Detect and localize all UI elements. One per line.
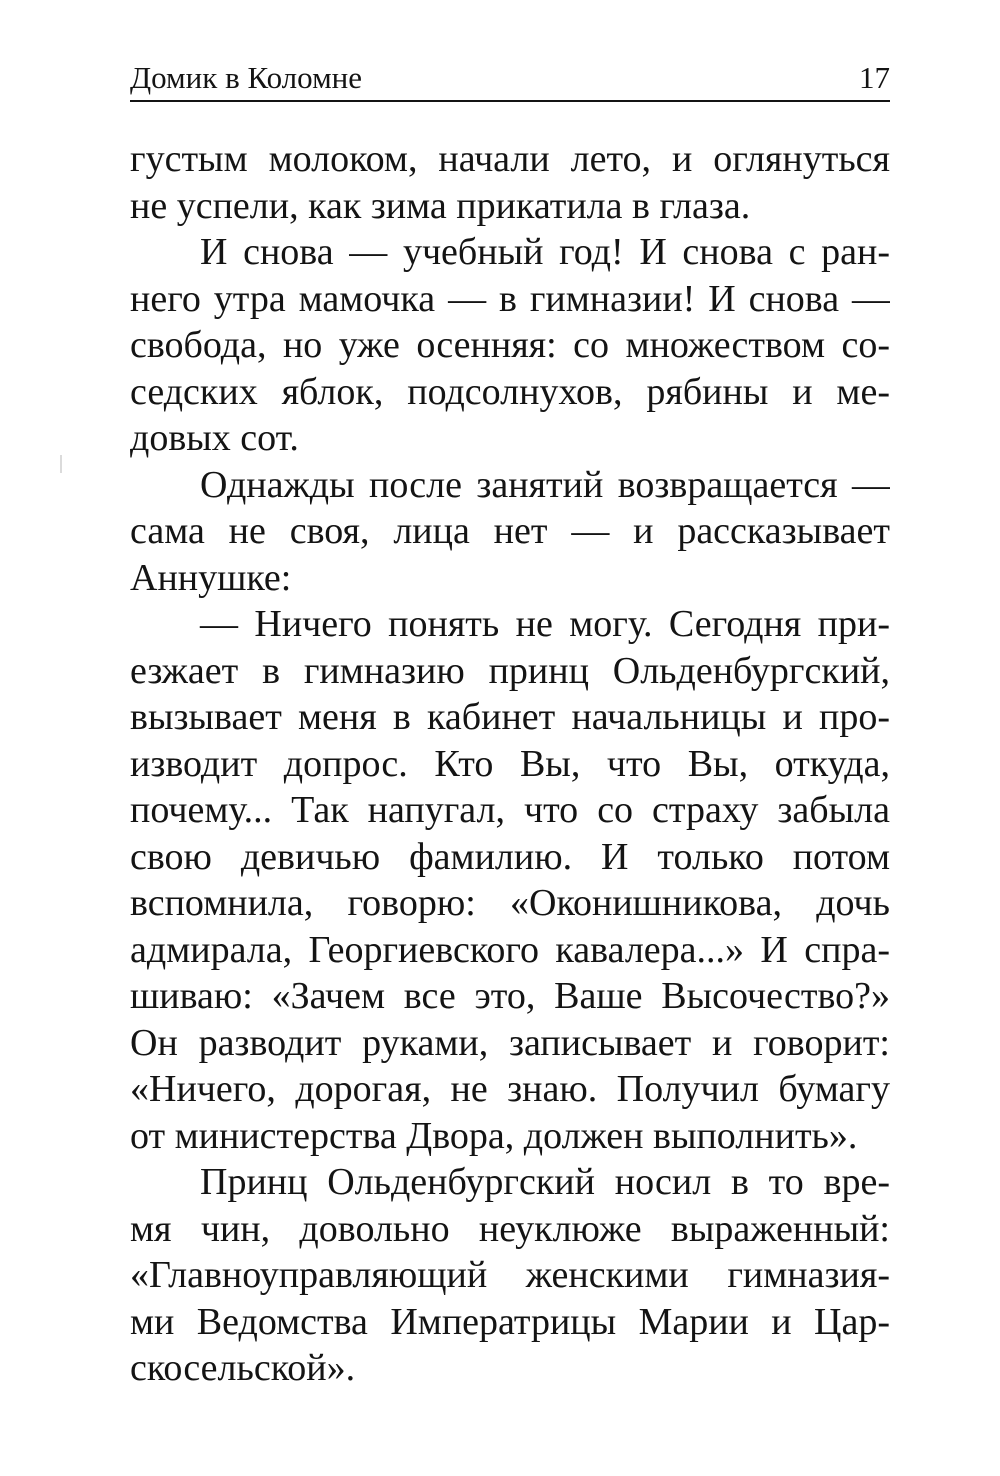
text-line: изводит допрос. Кто Вы, что Вы, откуда, bbox=[130, 742, 890, 785]
text-line: адмирала, Георгиевского кавалера...» И спра- bbox=[130, 928, 890, 971]
text-line: «Ничего, дорогая, не знаю. Получил бумагу bbox=[130, 1068, 890, 1110]
text-line: седских яблок, подсолнухов, рябины и ме- bbox=[130, 370, 890, 413]
text-line: езжает в гимназию принц Ольденбургский, bbox=[130, 649, 890, 692]
text-line: скосельской». bbox=[130, 1347, 356, 1389]
text-line: «Главноуправляющий женскими гимназия- bbox=[130, 1254, 890, 1296]
text-line: свою девичью фамилию. И только потом bbox=[130, 835, 890, 878]
running-title: Домик в Коломне bbox=[130, 60, 363, 95]
text-line: Принц Ольденбургский носил в то вре- bbox=[200, 1161, 890, 1203]
text-line: не успели, как зима прикатила в глаза. bbox=[130, 184, 751, 227]
running-header bbox=[130, 58, 890, 98]
text-line: довых сот. bbox=[130, 417, 299, 459]
text-line: шиваю: «Зачем все это, Ваше Высочество?» bbox=[130, 975, 890, 1017]
text-line: сама не своя, лица нет — и рассказывает bbox=[130, 510, 890, 552]
page-number: 17 bbox=[859, 60, 890, 95]
text-line: почему... Так напугал, что со страху забыла bbox=[130, 789, 890, 831]
text-line: мя чин, довольно неуклюже выраженный: bbox=[130, 1207, 890, 1250]
scan-speck bbox=[60, 455, 62, 473]
text-line: от министерства Двора, должен выполнить». bbox=[130, 1114, 858, 1157]
text-line: вызывает меня в кабинет начальницы и про- bbox=[130, 696, 890, 738]
text-line: Аннушке: bbox=[130, 556, 292, 599]
text-line: вспомнила, говорю: «Оконишникова, дочь bbox=[130, 882, 890, 924]
text-line: Однажды после занятий возвращается — bbox=[200, 463, 890, 506]
text-line: И снова — учебный год! И снова с ран- bbox=[200, 231, 890, 273]
text-line: ми Ведомства Императрицы Марии и Цар- bbox=[130, 1300, 890, 1343]
header-rule bbox=[130, 100, 890, 102]
text-line: него утра мамочка — в гимназии! И снова — bbox=[130, 277, 890, 320]
text-line: густым молоком, начали лето, и оглянуться bbox=[130, 138, 890, 180]
text-line: Он разводит руками, записывает и говорит: bbox=[130, 1021, 890, 1064]
text-line: свобода, но уже осенняя: со множеством со- bbox=[130, 324, 890, 366]
body-text bbox=[130, 136, 890, 1392]
text-line: — Ничего понять не могу. Сегодня при- bbox=[200, 603, 890, 645]
